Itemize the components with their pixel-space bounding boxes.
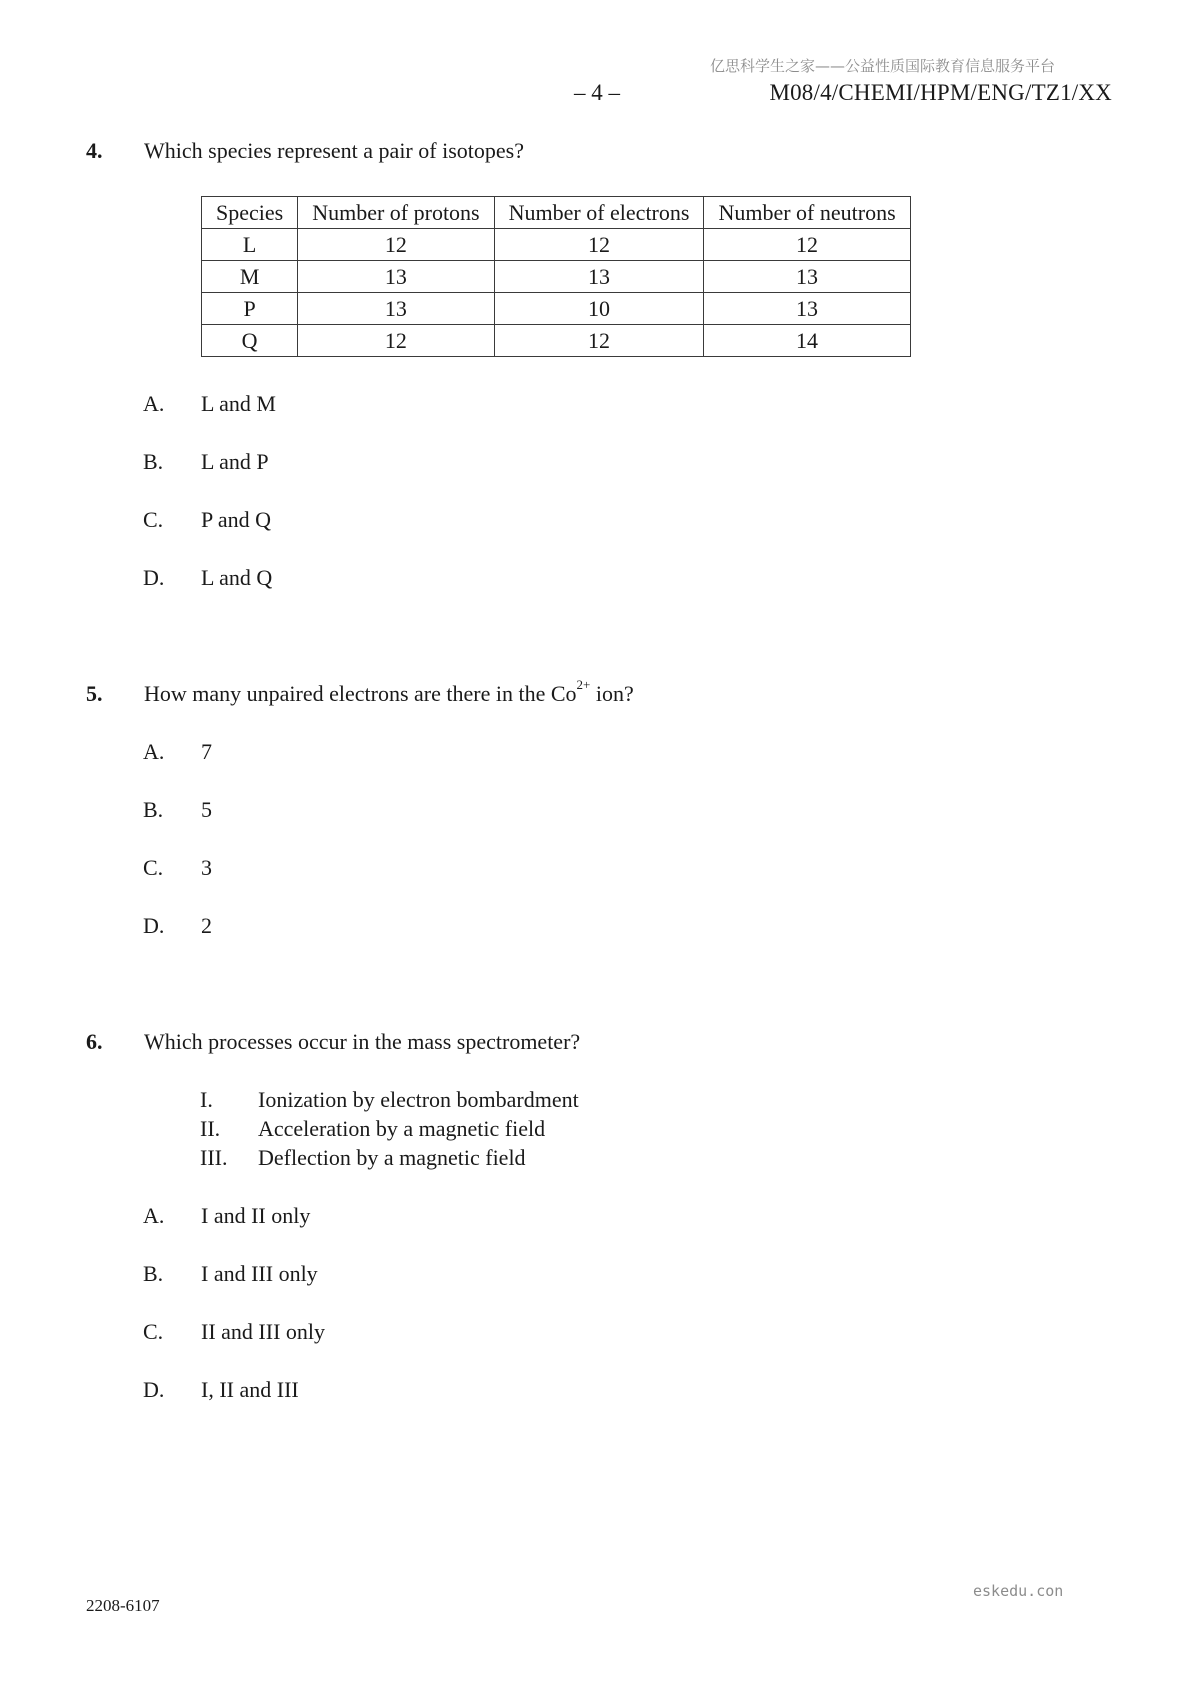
question-5-text (144, 677, 634, 707)
option-text: I and II only (201, 1203, 311, 1228)
option-text: 7 (201, 739, 212, 764)
option-letter: D. (143, 913, 165, 938)
question-5-text-before: How many unpaired electrons are there in the Co (144, 681, 577, 706)
table-cell: 13 (704, 261, 910, 293)
option-text: L and Q (201, 565, 273, 590)
question-4-text: Which species represent a pair of isotopes? (144, 138, 524, 163)
table-cell: L (202, 229, 298, 261)
option-letter: D. (143, 565, 165, 590)
statement-text: Deflection by a magnetic field (258, 1145, 526, 1170)
option-text: P and Q (201, 507, 272, 532)
statement-text: Ionization by electron bombardment (258, 1087, 579, 1112)
table-cell: 13 (298, 261, 494, 293)
table-header-cell: Number of electrons (494, 197, 704, 229)
table-cell: M (202, 261, 298, 293)
option-letter: C. (143, 507, 164, 532)
option-letter: B. (143, 449, 164, 474)
table-cell: 12 (704, 229, 910, 261)
option-text: 3 (201, 855, 212, 880)
footer-watermark: eskedu.con (973, 1582, 1064, 1600)
option-text: I and III only (201, 1261, 318, 1286)
statement-number: I. (200, 1087, 213, 1112)
statement-text: Acceleration by a magnetic field (258, 1116, 546, 1141)
table-row (202, 261, 911, 293)
table-cell: 13 (298, 293, 494, 325)
table-cell: 12 (298, 229, 494, 261)
question-6-number: 6. (86, 1029, 103, 1054)
table-cell: 12 (494, 325, 704, 357)
table-row (202, 325, 911, 357)
option-letter: C. (143, 1319, 164, 1344)
statement-number: III. (200, 1145, 228, 1170)
table-cell: 12 (298, 325, 494, 357)
option-text: I, II and III (201, 1377, 299, 1402)
charge-superscript: 2+ (576, 677, 591, 692)
question-6-text: Which processes occur in the mass spectrometer? (144, 1029, 581, 1054)
paper-code: M08/4/CHEMI/HPM/ENG/TZ1/XX (769, 80, 1112, 105)
table-row (202, 293, 911, 325)
page-number: – 4 – (574, 80, 620, 105)
table-cell: P (202, 293, 298, 325)
question-5-text-after: ion? (590, 681, 634, 706)
table-cell: 13 (704, 293, 910, 325)
option-letter: A. (143, 739, 165, 764)
question-5-number: 5. (86, 681, 103, 706)
option-letter: A. (143, 391, 165, 416)
table-header-cell: Number of protons (298, 197, 494, 229)
question-4-number: 4. (86, 138, 103, 163)
option-letter: B. (143, 1261, 164, 1286)
table-cell: 10 (494, 293, 704, 325)
option-text: L and P (201, 449, 269, 474)
option-letter: A. (143, 1203, 165, 1228)
table-cell: Q (202, 325, 298, 357)
isotope-table (201, 196, 911, 357)
table-cell: 14 (704, 325, 910, 357)
table-header-cell: Species (202, 197, 298, 229)
table-row (202, 229, 911, 261)
option-text: 2 (201, 913, 212, 938)
table-header-row (202, 197, 911, 229)
option-letter: B. (143, 797, 164, 822)
option-letter: D. (143, 1377, 165, 1402)
table-cell: 13 (494, 261, 704, 293)
header-watermark: 亿思科学生之家——公益性质国际教育信息服务平台 (709, 57, 1055, 75)
option-text: L and M (201, 391, 276, 416)
table-cell: 12 (494, 229, 704, 261)
option-text: II and III only (201, 1319, 326, 1344)
option-text: 5 (201, 797, 212, 822)
statement-number: II. (200, 1116, 221, 1141)
table-header-cell: Number of neutrons (704, 197, 910, 229)
option-letter: C. (143, 855, 164, 880)
footer-code: 2208-6107 (86, 1596, 160, 1615)
